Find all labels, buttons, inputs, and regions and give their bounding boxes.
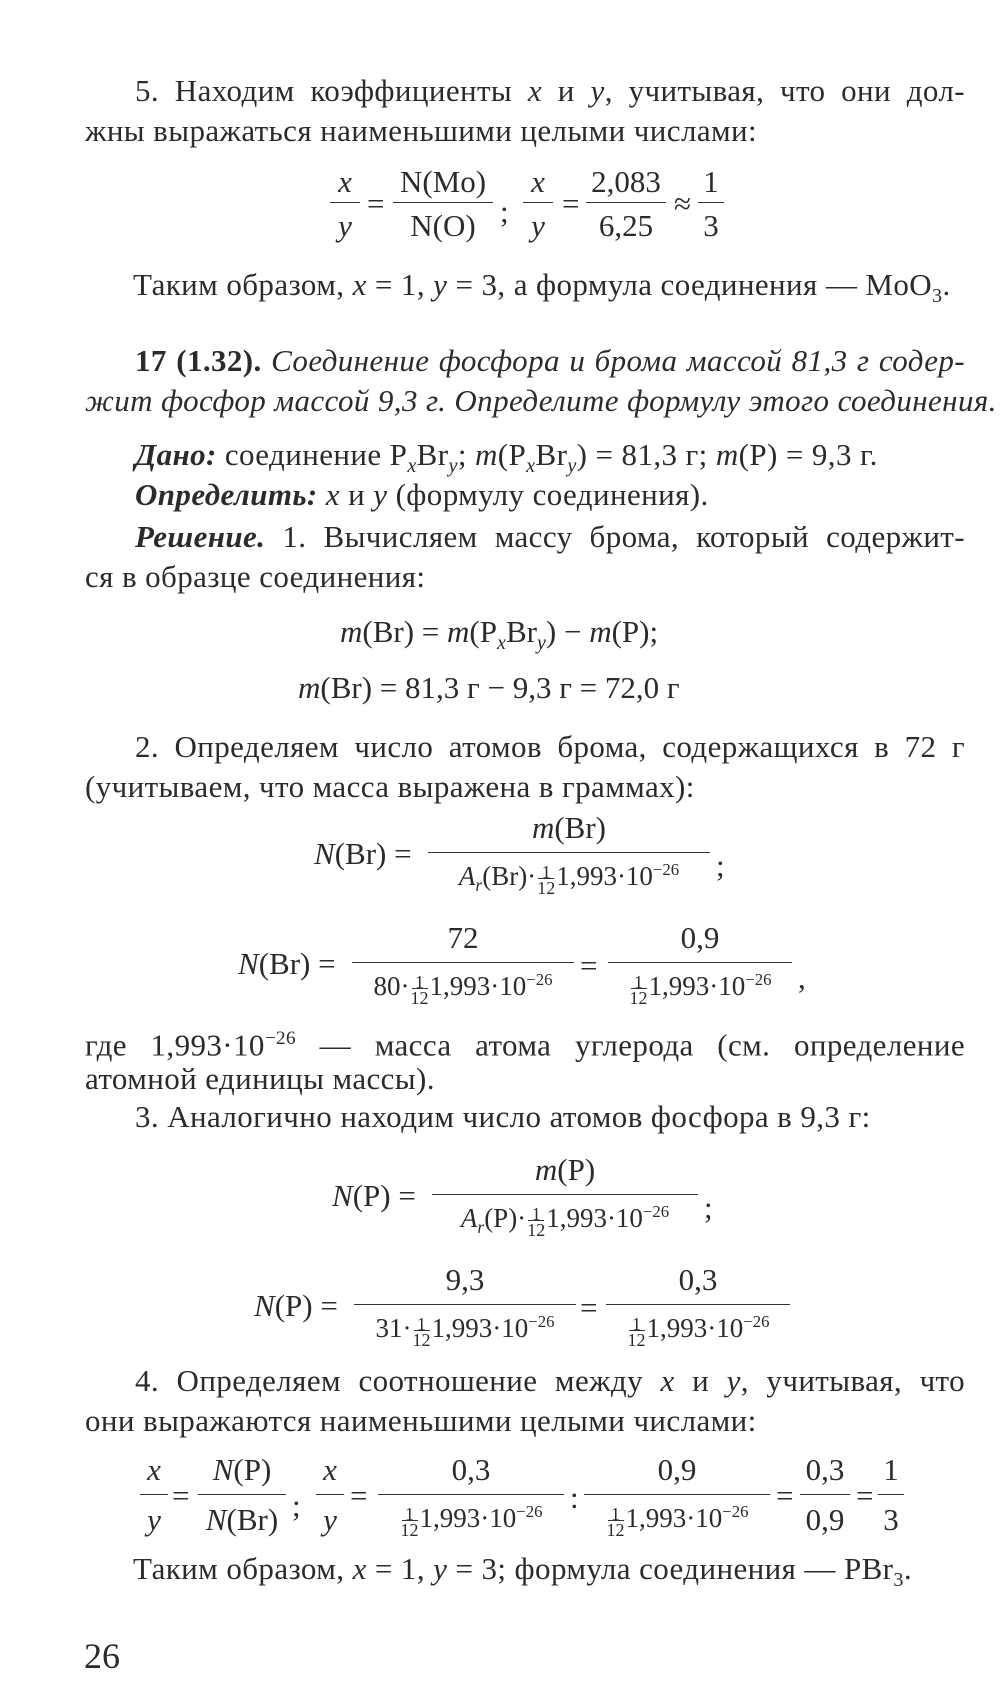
step2-line1: 2. Определяем число атомов брома, содержащихся в 72 г: [135, 729, 965, 764]
eq-mass-br-formula: $m(Br) = m(P_xBr_y) - m(P)$;: [340, 614, 659, 655]
problem-number: 17 (1.32).: [135, 343, 262, 378]
problem17-statement-2: жит фосфор массой 9,3 г. Определите формулу этого соединения.: [85, 383, 997, 418]
solution-line1: Решение. 1. Вычисляем массу брома, который содержит-: [135, 519, 965, 554]
eq-mass-br-value: m(Br) = 81,3 г − 9,3 г = 72,0 г: [298, 670, 680, 705]
step2-line2: (учитываем, что масса выражена в граммах):: [85, 769, 695, 804]
page-number: 26: [84, 1636, 120, 1676]
item5-line1: 5. Находим коэффициенты x и y, учитывая, что они дол-: [135, 73, 966, 108]
step4-line2: они выражаются наименьшими целыми числами:: [85, 1403, 757, 1438]
problem17-heading: 17 (1.32). Соединение фосфора и брома массой 81,3 г содер-: [135, 343, 965, 378]
step3-line: 3. Аналогично находим число атомов фосфора в 9,3 г:: [135, 1099, 871, 1134]
item5-conclusion: Таким образом, x = 1, y = 3, а формула соединения — MoO$_3$.: [133, 267, 951, 308]
where-line2: атомной единицы массы).: [85, 1061, 435, 1096]
step4-line1: 4. Определяем соотношение между x и y, учитывая, что: [135, 1363, 965, 1398]
problem17-conclusion: Таким образом, x = 1, y = 3; формула соединения — PBr$_3$.: [133, 1551, 913, 1592]
item5-line2: жны выражаться наименьшими целыми числами:: [85, 113, 757, 148]
find-line: Определить: x и y (формулу соединения).: [135, 477, 709, 512]
textbook-page: 5. Находим коэффициенты x и y, учитывая, что они дол- жны выражаться наименьшими целыми числами: x y = N(Mo) N(O) ; x y = 2,083 6,25 ≈ 1 3 Таким образом, x = 1, y = 3, а формула соединения — MoO$_3$. 17 (1.32). Соединение фосфора и брома массой 81,3 г содер- жит фосфор массой 9,3 г. Определите формулу этого соединения. Дано: соединение $P_xBr_y$; $m(P_xBr_y) = 81,3$ г; m(P) = 9,3 г. Определить: x и y (формулу соединения). Решение. 1. Вычисляем массу брома, который содержит- ся в образце соединения: $m(Br) = m(P_xBr_y) - m(P)$; m(Br) = 81,3 г − 9,3 г = 72,0 г 2. Определяем число атомов брома, содержащихся в 72 г (учитываем, что масса выражена в граммах): N(Br) = m(Br) $A_r(Br)\cdot$ $\frac{1}{12}$ $1,993\cdot 10^{-26}$ ; N(Br) = 72 80· $\frac{1}{12}$ $1,993\cdot 10^{-26}$ = 0,9 $\frac{1}{12}$ $1,993\cdot 10^{-26}$ , где $1,993\cdot 10^{-26}$ — масса атома углерода (см. определение атомной единицы массы). 3. Аналогично находим число атомов фосфора в 9,3 г: N(P) = m(P) $A_r(P)\cdot$ $\frac{1}{12}$ $1,993\cdot 10^{-26}$ ; N(P) = 9,3 31· $\frac{1}{12}$ $1,993\cdot 10^{-26}$ = 0,3 $\frac{1}{12}$ $1,993\cdot 10^{-26}$ 4. Определяем соотношение между x и y, учитывая, что они выражаются наименьшими целыми числами: x y = N(P) N(Br) ; x y = 0,3 $\frac{1}{12}$ $1,993\cdot 10^{-26}$ : 0,9 $\frac{1}{12}$ $1,993\cdot 10^{-26}$ = 0,3 0,9 = 1 3 Таким образом, x = 1, y = 3; формула соединения — PBr$_3$. 26: [84, 73, 997, 1676]
where-line1: где $1,993\cdot 10^{-26}$ — масса атома углерода (см. определение: [85, 1027, 966, 1063]
solution-line2: ся в образце соединения:: [85, 559, 426, 594]
given-line: Дано: соединение $P_xBr_y$; $m(P_xBr_y) = 81,3$ г; m(P) = 9,3 г.: [135, 437, 878, 478]
